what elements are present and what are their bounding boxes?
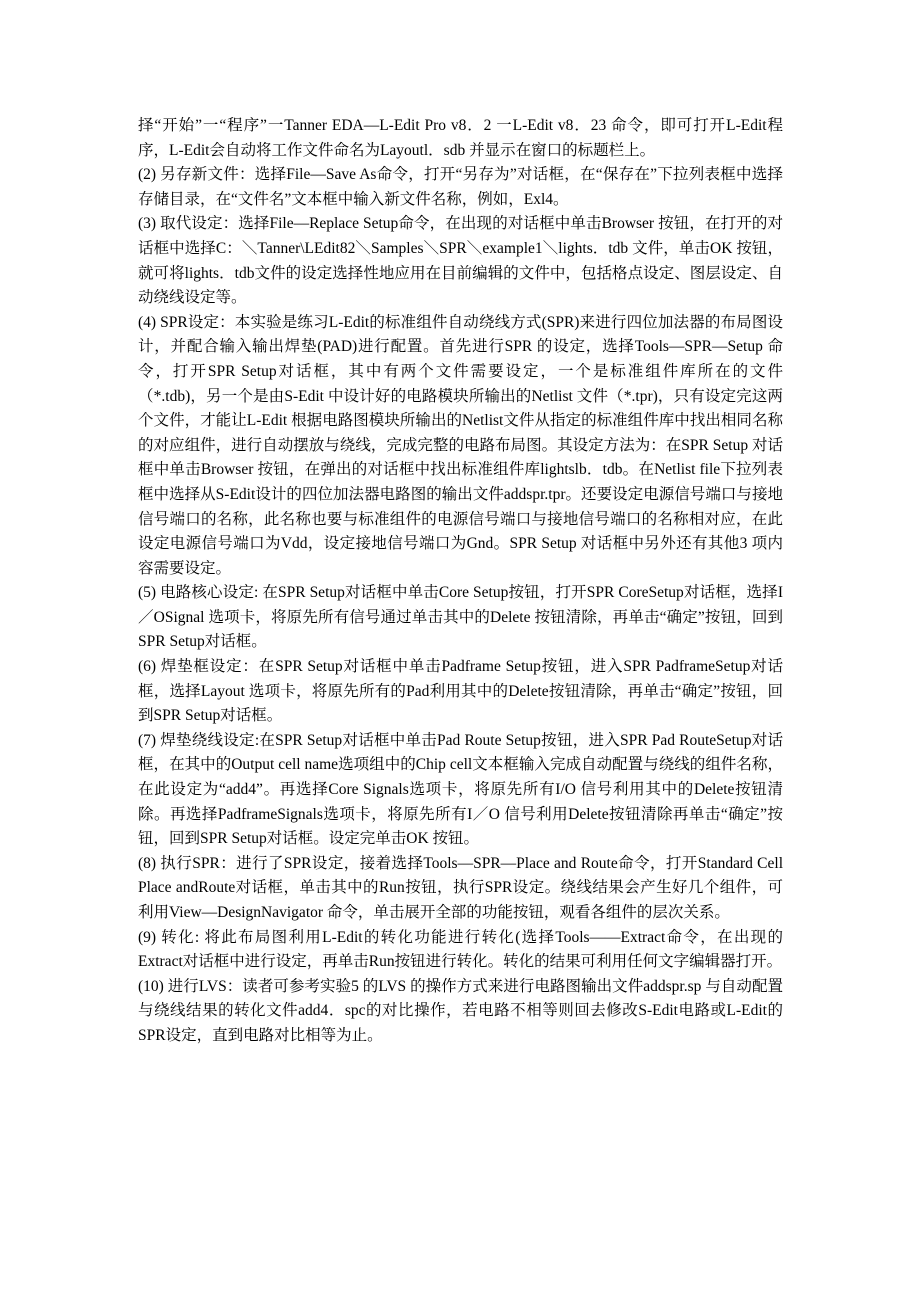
paragraph-step-5-core-setup: (5) 电路核心设定: 在SPR Setup对话框中单击Core Setup按钮，打开SPR CoreSetup对话框，选择I／OSignal 选项卡，将原先所有信号通过单击其中的Delete 按钮清除，再单击“确定”按钮，回到SPR Setup对话框。 (138, 584, 783, 651)
paragraph-step-8-run-spr: (8) 执行SPR：进行了SPR设定，接着选择Tools—SPR—Place and Route命令，打开Standard Cell Place andRoute对话框，单击其中的Run按钮，执行SPR设定。绕线结果会产生好几个组件，可利用View—DesignNavigator 命令，单击展开全部的功能按钮，观看各组件的层次关系。 (138, 854, 783, 921)
paragraph-step-10-lvs: (10) 进行LVS：读者可参考实验5 的LVS 的操作方式来进行电路图输出文件addspr.sp 与自动配置与绕线结果的转化文件add4．spc的对比操作，若电路不相等则回去修改S-Edit电路或L-Edit的SPR设定，直到电路对比相等为止。 (138, 977, 783, 1044)
paragraph-step-2-save-as: (2) 另存新文件：选择File—Save As命令，打开“另存为”对话框，在“保存在”下拉列表框中选择存储目录，在“文件名”文本框中输入新文件名称，例如，Exl4。 (138, 166, 783, 208)
paragraph-step-4-spr-setup: (4) SPR设定：本实验是练习L-Edit的标准组件自动绕线方式(SPR)来进行四位加法器的布局图设计，并配合输入输出焊垫(PAD)进行配置。首先进行SPR 的设定，选择Tools—SPR—Setup 命令，打开SPR Setup对话框，其中有两个文件需要设定，一个是标准组件库所在的文件（*.tdb)，另一个是由S-Edit 中设计好的电路模块所输出的Netlist 文件（*.tpr)，只有设定完这两个文件，才能让L-Edit 根据电路图模块所输出的Netlist文件从指定的标准组件库中找出相同名称的对应组件，进行自动摆放与绕线，完成完整的电路布局图。其设定方法为：在SPR Setup 对话框中单击Browser 按钮，在弹出的对话框中找出标准组件库lightslb．tdb。在Netlist file下拉列表框中选择从S-Edit设计的四位加法器电路图的输出文件addspr.tpr。还要设定电源信号端口与接地信号端口的名称，此名称也要与标准组件的电源信号端口与接地信号端口的名称相对应，在此设定电源信号端口为Vdd，设定接地信号端口为Gnd。SPR Setup 对话框中另外还有其他3 项内容需要设定。 (138, 313, 783, 577)
paragraph-step-9-extract: (9) 转化: 将此布局图利用L-Edit的转化功能进行转化(选择Tools——Extract命令，在出现的Extract对话框中进行设定，再单击Run按钮进行转化。转化的结果可利用任何文字编辑器打开。 (138, 928, 783, 971)
document-body (138, 114, 783, 1049)
paragraph-step-3-replace-setup: (3) 取代设定：选择File—Replace Setup命令，在出现的对话框中单击Browser 按钮，在打开的对话框中选择C：＼Tanner\LEdit82＼Samples＼SPR＼example1＼lights．tdb 文件，单击OK 按钮，就可将lights．tdb文件的设定选择性地应用在目前编辑的文件中，包括格点设定、图层设定、自动绕线设定等。 (138, 215, 783, 307)
paragraph-step-7-pad-route-setup: (7) 焊垫绕线设定:在SPR Setup对话框中单击Pad Route Setup按钮，进入SPR Pad RouteSetup对话框，在其中的Output cell name选项组中的Chip cell文本框输入完成自动配置与绕线的组件名称，在此设定为“add4”。再选择Core Signals选项卡，将原先所有I/O 信号利用其中的Delete按钮清除。再选择PadframeSignals选项卡，将原先所有I／O 信号利用Delete按钮清除再单击“确定”按钮，回到SPR Setup对话框。设定完单击OK 按钮。 (138, 731, 783, 848)
paragraph-intro: 择“开始”一“程序”一Tanner EDA—L-Edit Pro v8．2 一L-Edit v8．23 命令，即可打开L-Edit程序，L-Edit会自动将工作文件命名为Layoutl．sdb 并显示在窗口的标题栏上。 (138, 117, 783, 159)
paragraph-step-6-padframe-setup: (6) 焊垫框设定：在SPR Setup对话框中单击Padframe Setup按钮，进入SPR PadframeSetup对话框，选择Layout 选项卡，将原先所有的Pad利用其中的Delete按钮清除，再单击“确定”按钮，回到SPR Setup对话框。 (138, 658, 783, 725)
